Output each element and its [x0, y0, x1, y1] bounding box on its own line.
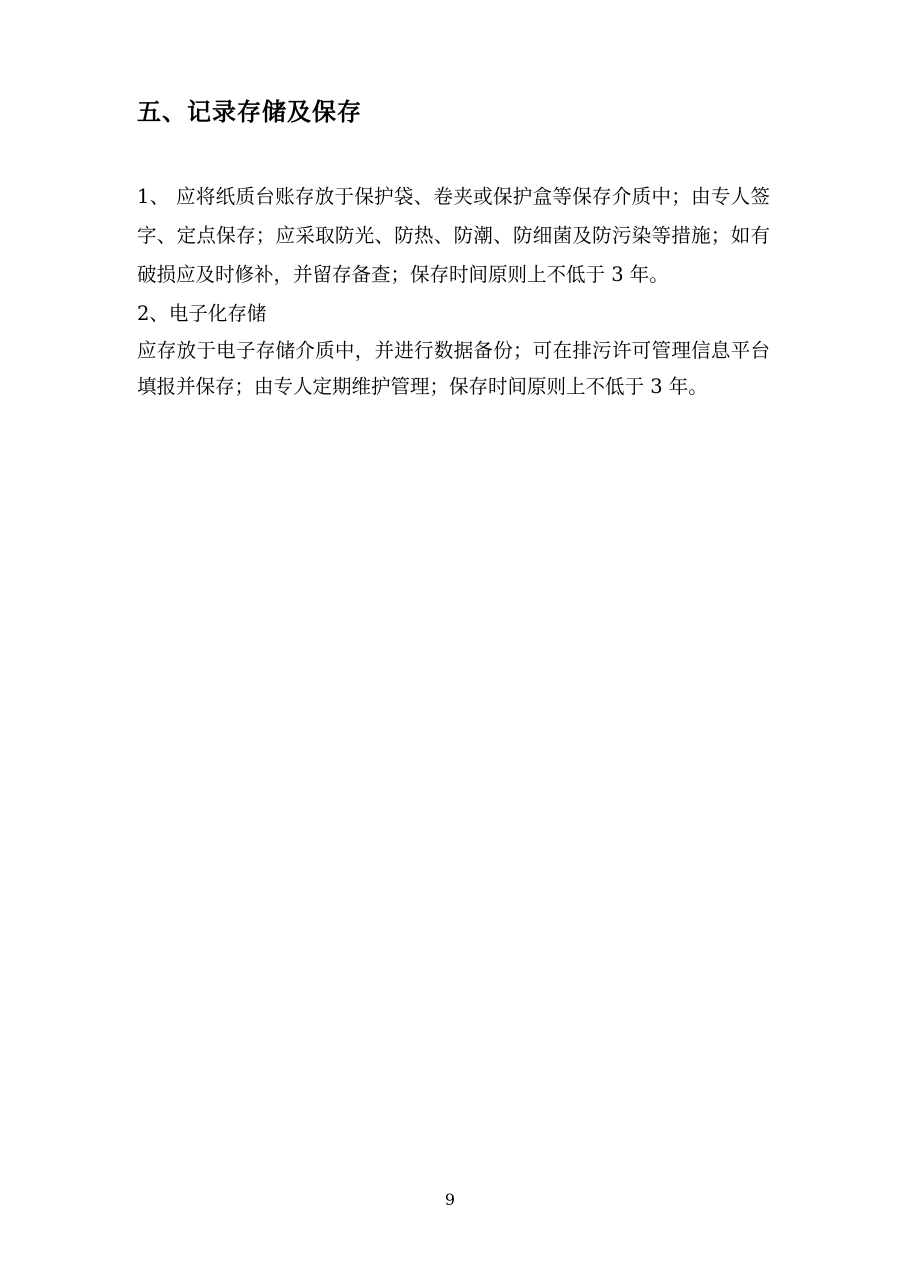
paragraph-item-2: 2、电子化存储 — [137, 301, 267, 325]
page-number: 9 — [444, 1190, 456, 1209]
paragraph-item-1: 1、 应将纸质台账存放于保护袋、卷夹或保护盒等保存介质中；由专人签字、定点保存；应采取防光、防热、防潮、防细菌及防污染等措施；如有破损应及时修补，并留存备查；保存时间原则上不低于 3 年。 — [137, 184, 770, 286]
section-heading: 五、记录存储及保存 — [137, 97, 362, 126]
document-body — [137, 95, 770, 405]
paragraph-item-2-body: 应存放于电子存储介质中，并进行数据备份；可在排污许可管理信息平台填报并保存；由专人定期维护管理；保存时间原则上不低于 3 年。 — [137, 338, 770, 398]
